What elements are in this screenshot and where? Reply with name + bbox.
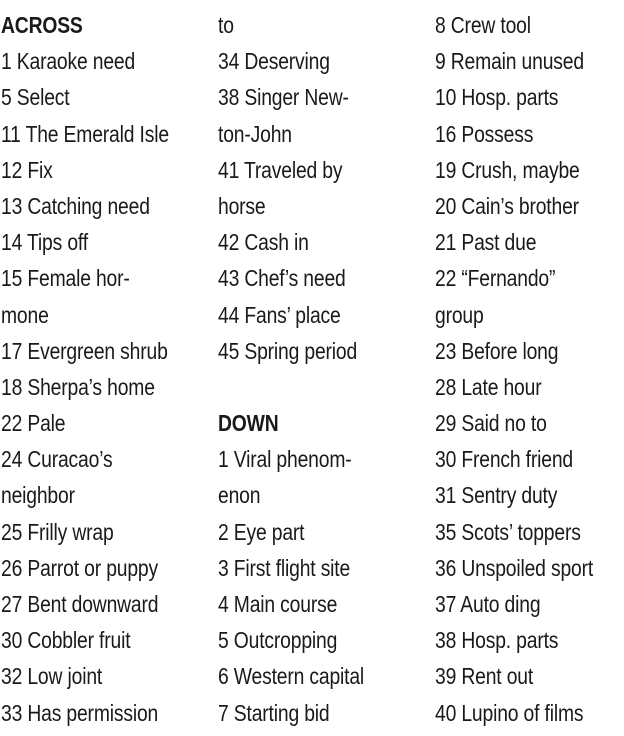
clue-column-3 [435, 7, 623, 731]
clue-line: 34 Deserving [218, 48, 330, 75]
clue-line: 16 Possess [435, 120, 534, 147]
section-heading: ACROSS [1, 12, 83, 38]
clue-line: mone [1, 301, 49, 328]
clue-line: 22 Pale [1, 410, 66, 437]
clue-line: enon [218, 482, 261, 509]
clue-line: 35 Scots’ toppers [435, 518, 581, 545]
section-heading: DOWN [218, 410, 279, 437]
clue-line: 5 Outcropping [218, 627, 338, 654]
clue-line: 40 Lupino of films [435, 699, 584, 726]
clue-line: 36 Unspoiled sport [435, 554, 594, 581]
clue-column-1 [1, 7, 201, 731]
clue-line: 10 Hosp. parts [435, 84, 559, 111]
clue-line: 6 Western capital [218, 663, 365, 690]
clue-line: 11 The Emerald Isle [1, 120, 169, 147]
clue-line: ton-John [218, 120, 292, 147]
clue-line: 31 Sentry duty [435, 482, 558, 509]
clue-line: 45 Spring period [218, 337, 358, 364]
clue-line: 29 Said no to [435, 410, 547, 437]
clue-line: 13 Catching need [1, 192, 150, 219]
clue-line: 43 Chef’s need [218, 265, 346, 292]
clue-line: 38 Hosp. parts [435, 627, 559, 654]
clue-line: 39 Rent out [435, 663, 534, 690]
clue-line: 37 Auto ding [435, 591, 541, 617]
clue-line: to [218, 12, 234, 38]
clue-line: 32 Low joint [1, 663, 103, 690]
clue-line: horse [218, 192, 266, 219]
clue-line: 12 Fix [1, 156, 53, 183]
clue-line: 1 Karaoke need [1, 48, 136, 75]
clue-line: 42 Cash in [218, 229, 309, 256]
clue-line: 20 Cain’s brother [435, 192, 579, 219]
section-spacer [218, 369, 392, 405]
clue-line: 25 Frilly wrap [1, 518, 114, 545]
clue-line: 24 Curacao’s [1, 446, 113, 473]
clue-line: 19 Crush, maybe [435, 156, 580, 183]
clue-line: 8 Crew tool [435, 12, 531, 38]
clue-line: 38 Singer New- [218, 84, 349, 111]
clue-line: 23 Before long [435, 337, 559, 364]
clue-line: group [435, 301, 484, 328]
clue-line: 15 Female hor- [1, 265, 130, 292]
clue-line: 44 Fans’ place [218, 301, 341, 328]
clue-line: 2 Eye part [218, 518, 305, 545]
clue-line: 28 Late hour [435, 373, 542, 400]
clue-line: 5 Select [1, 84, 70, 111]
clue-line: 22 “Fernando” [435, 265, 556, 292]
clue-line: 41 Traveled by [218, 156, 343, 183]
clue-line: neighbor [1, 482, 75, 509]
clue-line: 33 Has permission [1, 699, 159, 726]
clue-line: 3 First flight site [218, 554, 351, 581]
clue-line: 4 Main course [218, 591, 338, 617]
clue-line: 1 Viral phenom- [218, 446, 352, 473]
clue-line: 7 Starting bid [218, 699, 330, 726]
clue-line: 26 Parrot or puppy [1, 554, 159, 581]
clue-line: 17 Evergreen shrub [1, 337, 168, 364]
clue-line: 9 Remain unused [435, 48, 584, 75]
clue-line: 21 Past due [435, 229, 537, 256]
clue-line: 27 Bent downward [1, 591, 159, 617]
clue-column-2 [218, 7, 392, 731]
clue-line: 18 Sherpa’s home [1, 373, 155, 400]
clue-line: 30 Cobbler fruit [1, 627, 131, 654]
clue-line: 30 French friend [435, 446, 573, 473]
clue-line: 14 Tips off [1, 229, 88, 256]
